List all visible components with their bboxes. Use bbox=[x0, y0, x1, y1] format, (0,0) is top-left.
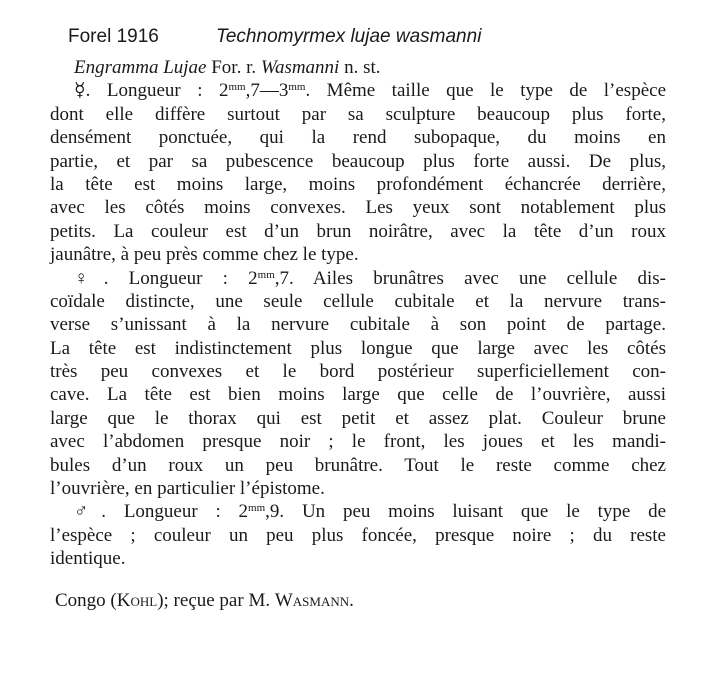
title-genus-species: Engramma Lujae bbox=[74, 57, 207, 78]
female-line-4: La tête est indistinctement plus longue que large avec les côtés bbox=[50, 337, 666, 359]
worker-caste-symbol: ☿ bbox=[74, 80, 86, 102]
species-description bbox=[50, 56, 666, 612]
female-line-7: large que le thorax qui est petit et assez plat. Couleur brune bbox=[50, 407, 666, 429]
female-line-6: cave. La tête est bien moins large que celle de l’ouvrière, aussi bbox=[50, 384, 666, 406]
female-line-3: verse s’unissant à la nervure cubitale à son point de partage. bbox=[50, 314, 666, 336]
worker-line-6: avec les côtés moins convexes. Les yeux sont notablement plus bbox=[50, 197, 666, 219]
title-status: n. st. bbox=[339, 57, 381, 78]
worker-line-3: densément ponctuée, qui la rend subopaque, du moins en bbox=[50, 127, 666, 149]
worker-line-4: partie, et par sa pubescence beaucoup plus forte aussi. De plus, bbox=[50, 150, 666, 172]
header-taxon: Technomyrmex lujae wasmanni bbox=[216, 26, 482, 47]
male-line-2: l’espèce ; couleur un peu plus foncée, presque noire ; du reste bbox=[50, 524, 666, 546]
donor-name: Wasmann bbox=[274, 589, 350, 611]
title-subspecies: Wasmanni bbox=[260, 57, 340, 78]
female-caste-symbol: ♀ bbox=[74, 267, 104, 289]
male-caste-symbol: ♂ bbox=[74, 501, 102, 523]
male-line-3: identique. bbox=[50, 548, 126, 570]
female-line-1: ♀. Longueur : $2^{mm},7$. Ailes brunâtres avec une cellule dis- bbox=[74, 267, 666, 289]
header-author-year: Forel 1916 bbox=[68, 26, 159, 47]
locality-line: Congo (Kohl); reçue par M. Wasmann. bbox=[55, 589, 354, 611]
collector-name: Kohl bbox=[116, 589, 158, 611]
worker-line-7: petits. La couleur est d’un brun noirâtre, avec la tête d’un roux bbox=[50, 220, 666, 242]
female-line-10: l’ouvrière, en particulier l’épistome. bbox=[50, 478, 325, 500]
worker-line-8: jaunâtre, à peu près comme chez le type. bbox=[50, 244, 359, 266]
taxon-title-line bbox=[50, 56, 666, 79]
worker-line-5: la tête est moins large, moins profondément échancrée derrière, bbox=[50, 173, 666, 195]
page-header bbox=[68, 24, 708, 50]
title-author: For. r. bbox=[206, 57, 261, 78]
male-line-1: ♂. Longueur : $2^{mm},9$. Un peu moins luisant que le type de bbox=[74, 501, 667, 523]
worker-line-2: dont elle diffère surtout par sa sculpture beaucoup plus forte, bbox=[50, 103, 666, 125]
worker-line-1: ☿. Longueur : $2^{mm},7—3^{mm}$. Même taille que le type de l’espèce bbox=[74, 80, 666, 102]
female-line-2: coïdale distincte, une seule cellule cubitale et la nervure trans- bbox=[50, 290, 666, 312]
female-line-5: très peu convexes et le bord postérieur superficiellement con- bbox=[50, 361, 666, 383]
female-line-9: bules d’un roux un peu brunâtre. Tout le reste comme chez bbox=[50, 454, 666, 476]
female-line-8: avec l’abdomen presque noir ; le front, les joues et les mandi- bbox=[50, 431, 666, 453]
